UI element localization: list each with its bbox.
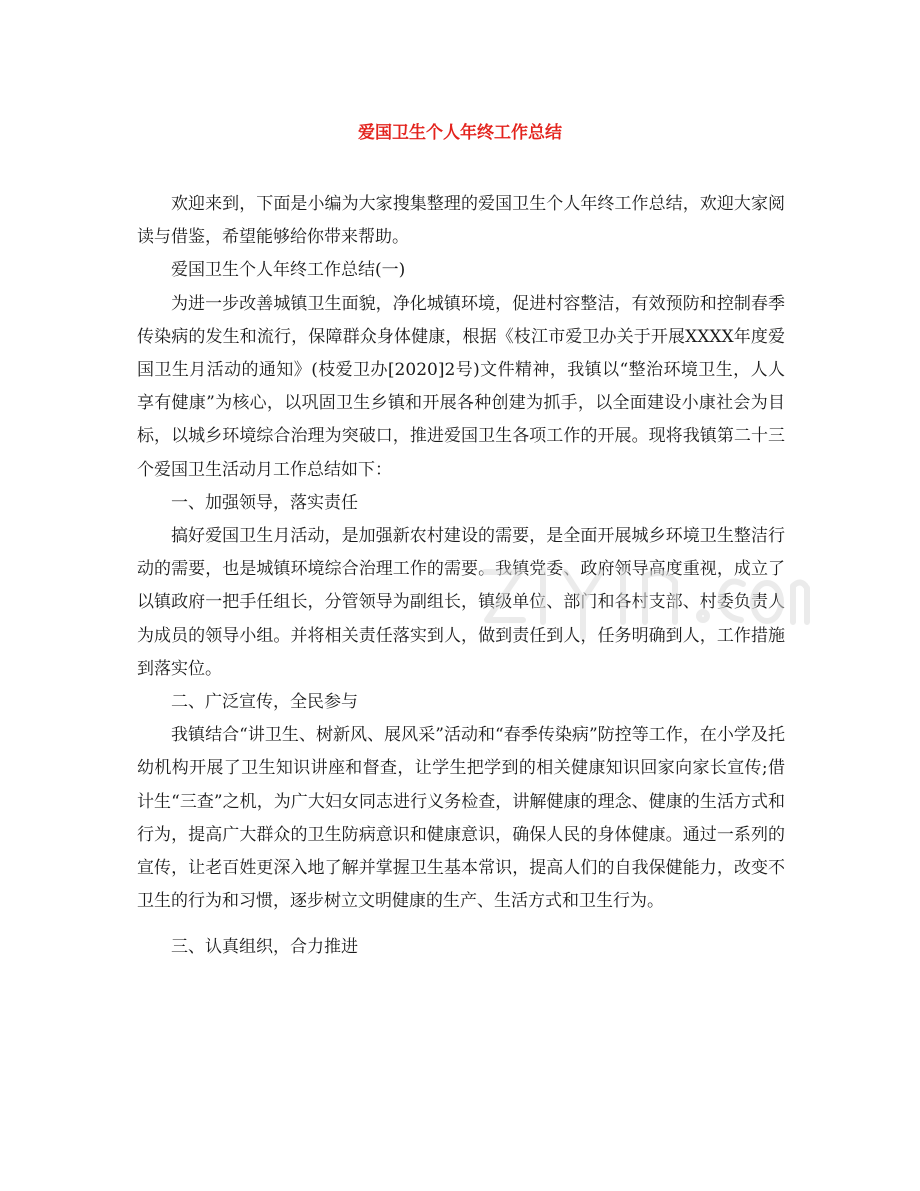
section-title-part-one: 爱国卫生个人年终工作总结(一) (171, 260, 406, 281)
section-heading-1: 一、加强领导，落实责任 (171, 492, 358, 513)
document-body (137, 188, 785, 965)
body-paragraph-overview: 为进一步改善城镇卫生面貌，净化城镇环境，促进村容整洁，有效预防和控制春季传染病的发生和流行，保障群众身体健康，根据《枝江市爱卫办关于开展XXXX年度爱国卫生月活动的通知》(枝爱卫办[2020]2号)文件精神，我镇以“整治环境卫生，人人享有健康”为核心，以巩固卫生乡镇和开展各种创建为抓手，以全面建设小康社会为目标，以城乡环境综合治理为突破口，推进爱国卫生各项工作的开展。现将我镇第二十三个爱国卫生活动月工作总结如下： (137, 293, 785, 480)
intro-paragraph: 欢迎来到，下面是小编为大家搜集整理的爱国卫生个人年终工作总结，欢迎大家阅读与借鉴，希望能够给你带来帮助。 (137, 194, 785, 248)
section-heading-2: 二、广泛宣传，全民参与 (171, 692, 358, 713)
body-paragraph-publicity: 我镇结合“讲卫生、树新风、展风采”活动和“春季传染病”防控等工作，在小学及托幼机构开展了卫生知识讲座和督查，让学生把学到的相关健康知识回家向家长宣传;借计生“三查”之机，为广大妇女同志进行义务检查，讲解健康的理念、健康的生活方式和行为，提高广大群众的卫生防病意识和健康意识，确保人民的身体健康。通过一系列的宣传，让老百姓更深入地了解并掌握卫生基本常识，提高人们的自我保健能力，改变不卫生的行为和习惯，逐步树立文明健康的生产、生活方式和卫生行为。 (137, 725, 785, 912)
document-title: 爱国卫生个人年终工作总结 (358, 123, 562, 143)
body-paragraph-leadership: 搞好爱国卫生月活动，是加强新农村建设的需要，是全面开展城乡环境卫生整洁行动的需要，也是城镇环境综合治理工作的需要。我镇党委、政府领导高度重视，成立了以镇政府一把手任组长，分管领导为副组长，镇级单位、部门和各村支部、村委负责人为成员的领导小组。并将相关责任落实到人，做到责任到人，任务明确到人，工作措施到落实位。 (137, 526, 785, 679)
section-heading-3: 三、认真组织，合力推进 (171, 937, 358, 958)
